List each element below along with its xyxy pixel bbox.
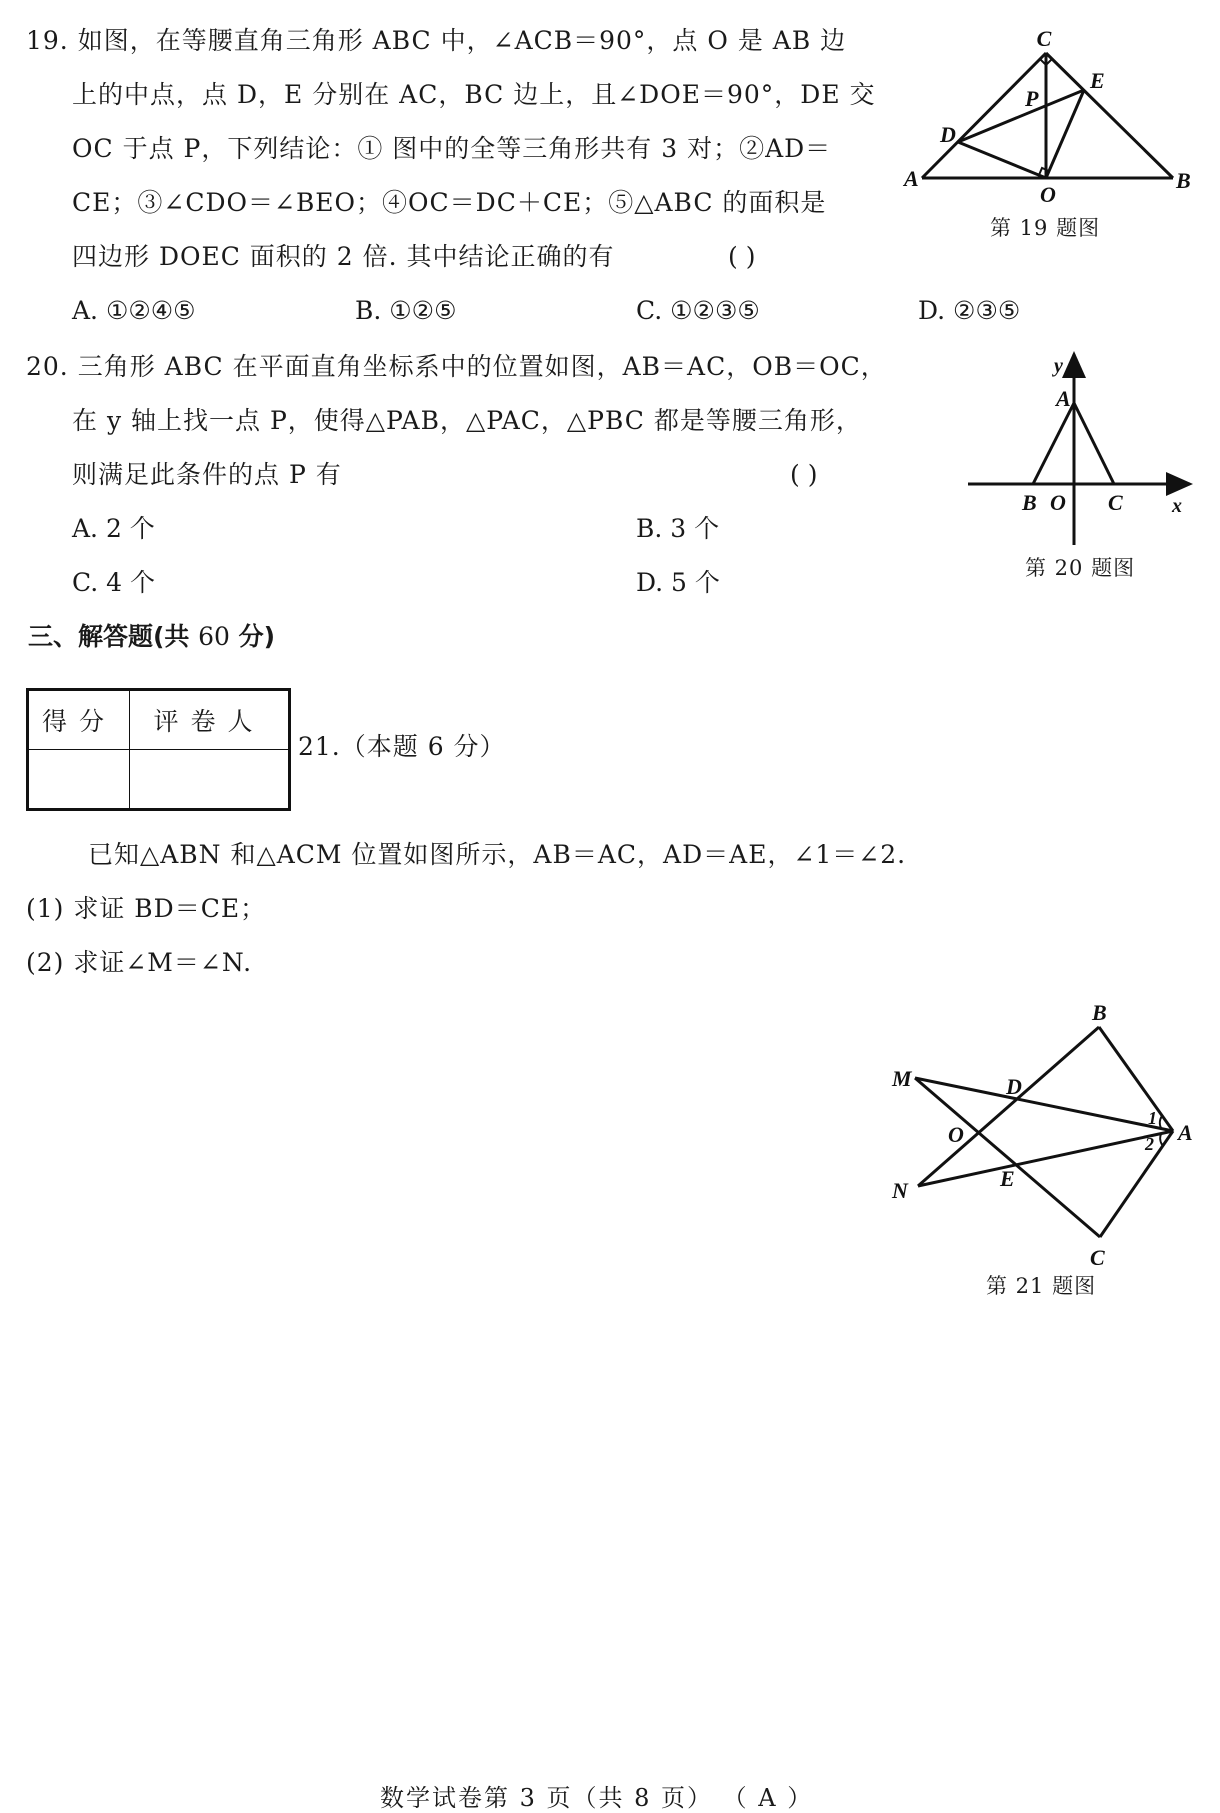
q20-option-b: B. 3 个 (636, 514, 720, 543)
fig21-segment-ba (1099, 1027, 1173, 1131)
q20-option-a: A. 2 个 (72, 514, 155, 543)
fig19-segment-cb (1046, 53, 1173, 178)
section-heading (28, 620, 275, 654)
q20-line-1: 20. 三角形 ABC 在平面直角坐标系中的位置如图，AB＝AC，OB＝OC， (26, 352, 887, 381)
figure-20 (950, 340, 1220, 560)
grader-cell[interactable] (130, 750, 290, 810)
fig19-label-d: D (940, 122, 956, 147)
q19-option-b: B. ①②⑤ (355, 296, 457, 325)
fig21-label-o: O (948, 1122, 964, 1147)
figure-21 (870, 990, 1220, 1280)
figure-21-caption: 第 21 题图 (986, 1274, 1097, 1298)
section-title: 三、解答题(共 (28, 622, 199, 651)
fig20-segment-ac (1074, 403, 1114, 484)
q19-option-d: D. ②③⑤ (918, 296, 1021, 325)
q19-option-c: C. ①②③⑤ (636, 296, 760, 325)
q19-line-5: 四边形 DOEC 面积的 2 倍. 其中结论正确的有 (72, 242, 615, 271)
fig21-label-angle-1: 1 (1148, 1108, 1157, 1128)
fig21-segment-ac (1100, 1131, 1173, 1237)
fig19-label-o: O (1040, 182, 1056, 207)
q19-line-2: 上的中点，点 D，E 分别在 AC，BC 边上，且∠DOE＝90°，DE 交 (72, 80, 876, 109)
q20-answer-bracket: ( ) (790, 460, 818, 489)
figure-19-caption: 第 19 题图 (990, 216, 1101, 240)
fig19-label-c: C (1036, 26, 1052, 51)
fig19-label-e: E (1090, 68, 1105, 93)
fig21-angle-2-arc (1160, 1134, 1163, 1146)
section-points: 60 (198, 622, 230, 651)
fig21-segment-bn (918, 1027, 1099, 1186)
fig20-label-b: B (1022, 490, 1037, 515)
fig19-label-b: B (1176, 168, 1191, 193)
section-suffix: 分) (229, 622, 276, 651)
q20-line-3: 则满足此条件的点 P 有 (72, 460, 342, 489)
q20-option-c: C. 4 个 (72, 568, 155, 597)
fig20-label-a: A (1056, 386, 1071, 411)
fig21-label-d: D (1006, 1074, 1022, 1099)
q21-given: 已知△ABN 和△ACM 位置如图所示，AB＝AC，AD＝AE，∠1＝∠2. (88, 840, 907, 869)
fig19-label-a: A (904, 166, 919, 191)
fig20-label-x: x (1172, 495, 1182, 517)
fig20-label-o: O (1050, 490, 1066, 515)
fig21-label-b: B (1092, 1000, 1107, 1025)
fig19-label-p: P (1025, 86, 1039, 111)
fig21-angle-1-arc (1160, 1116, 1162, 1128)
score-header: 得分 (28, 690, 130, 750)
q21-part-1: (1) 求证 BD＝CE； (26, 894, 267, 923)
fig19-segment-do (958, 142, 1046, 178)
fig21-label-n: N (892, 1178, 908, 1203)
fig21-label-angle-2: 2 (1145, 1134, 1154, 1154)
fig21-label-c: C (1090, 1245, 1105, 1270)
fig21-label-e: E (1000, 1166, 1015, 1191)
fig19-segment-ac (922, 53, 1046, 178)
fig20-label-c: C (1108, 490, 1123, 515)
q20-option-d: D. 5 个 (636, 568, 720, 597)
q19-line-4: CE；③∠CDO＝∠BEO；④OC＝DC＋CE；⑤△ABC 的面积是 (72, 188, 827, 217)
q19-option-a: A. ①②④⑤ (72, 296, 196, 325)
q19-line-1: 19. 如图，在等腰直角三角形 ABC 中，∠ACB＝90°，点 O 是 AB 边 (26, 26, 847, 55)
q20-line-2: 在 y 轴上找一点 P，使得△PAB，△PAC，△PBC 都是等腰三角形， (72, 406, 862, 435)
q19-line-3: OC 于点 P，下列结论：① 图中的全等三角形共有 3 对；②AD＝ (72, 134, 832, 163)
figure-20-caption: 第 20 题图 (1025, 556, 1136, 580)
q21-part-2: (2) 求证∠M＝∠N. (26, 948, 253, 977)
q21-heading: 21.（本题 6 分） (298, 732, 506, 761)
fig21-segment-mc (915, 1078, 1100, 1237)
grader-header: 评卷人 (130, 690, 290, 750)
score-cell[interactable] (28, 750, 130, 810)
q19-answer-bracket: ( ) (728, 242, 756, 271)
fig21-label-m: M (892, 1066, 912, 1091)
score-table (26, 688, 291, 811)
fig20-label-y: y (1054, 355, 1063, 377)
fig21-label-a: A (1178, 1120, 1193, 1145)
page-footer: 数学试卷第 3 页（共 8 页） （ A ） (380, 1784, 814, 1812)
fig20-segment-ab (1033, 403, 1074, 484)
